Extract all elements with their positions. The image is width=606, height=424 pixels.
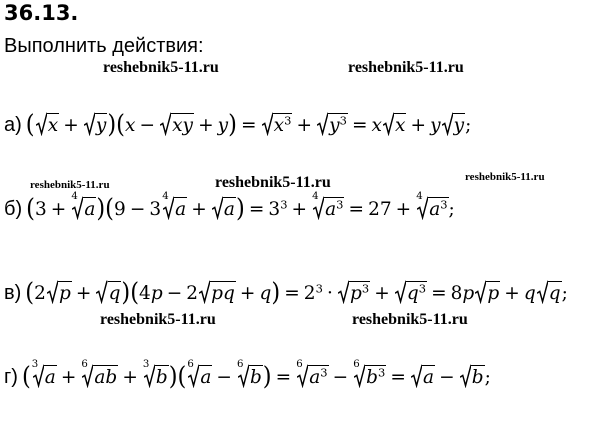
watermark: reshebnik5-11.ru [100, 311, 216, 328]
equation-v [4, 276, 568, 310]
equation-label: б) [4, 197, 23, 220]
equation-formula: ( x + y ) ( x − xy + y ) = $x^3$ + $y^3$ = x x + y y ; [25, 110, 472, 139]
problem-number: 36.13. [4, 1, 79, 25]
equation-label: а) [4, 113, 22, 136]
watermark: reshebnik5-11.ru [348, 59, 464, 76]
watermark: reshebnik5-11.ru [215, 174, 331, 191]
watermark: reshebnik5-11.ru [30, 179, 110, 191]
equation-label: г) [4, 365, 18, 388]
equation-label: в) [4, 281, 22, 304]
equation-formula: ( 2 p + q ) ( 4 p − 2 pq + q ) = $2^3$ · $p^3$ + $q^3$ = 8 p p + q q ; [25, 278, 568, 307]
watermark: reshebnik5-11.ru [103, 59, 219, 76]
equation-g [4, 360, 491, 394]
instruction-text: Выполнить действия: [4, 35, 204, 57]
watermark: reshebnik5-11.ru [465, 171, 545, 183]
watermark: reshebnik5-11.ru [352, 311, 468, 328]
equation-formula: ( 3 a + 6 ab + 3 b ) ( 6 a − 6 b ) = 6 $a^3$ − 6 $b^3$ = a − b ; [21, 358, 491, 391]
equation-formula: ( 3 + 4 a ) ( 9 − 3 4 a + a ) = $3^3$ + 4 $a^3$ = 27 + 4 $a^3$ ; [26, 190, 455, 223]
equation-a [4, 108, 471, 142]
equation-b [4, 192, 455, 226]
